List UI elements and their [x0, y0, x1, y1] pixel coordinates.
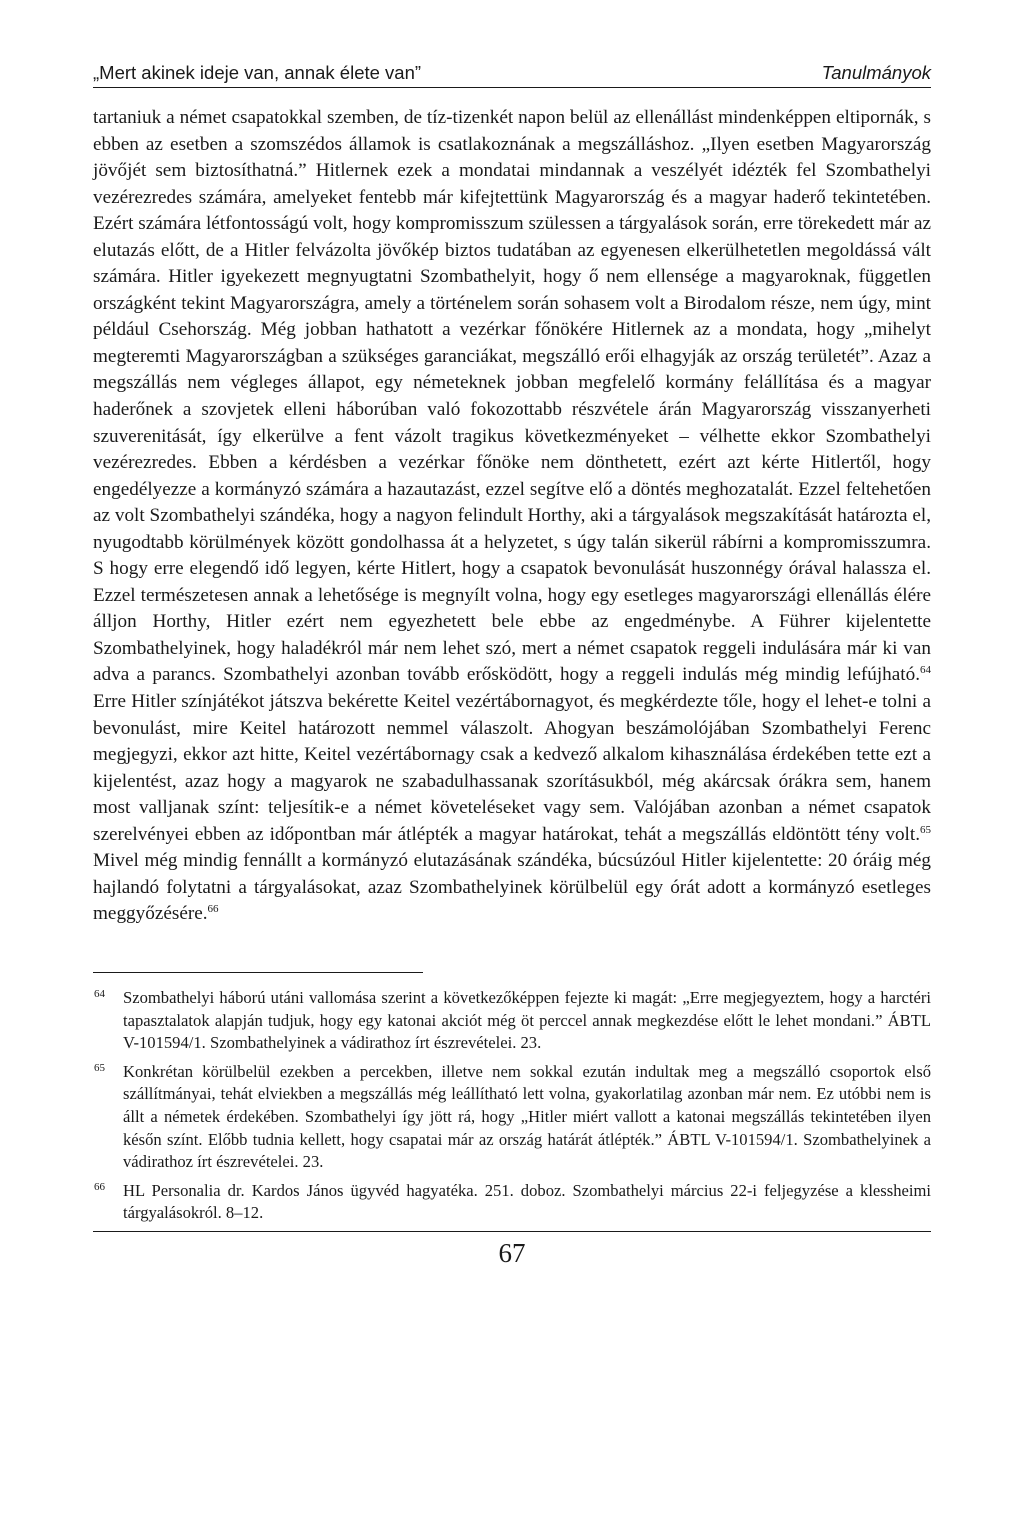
footnote-ref-64[interactable]: 64 — [920, 664, 931, 677]
footnote-number: 66 — [94, 1180, 105, 1193]
footnote-divider — [93, 972, 423, 973]
body-text-part-3: Mivel még mindig fennállt a kormányzó elutazásának szándéka, búcsúzóul Hitler kijelentette: 20 óráig még hajlandó folytatni a tárgyalásokat, azaz Szombathelyinek körülbelül egy órát adott a kormányzó esetleges meggyőzésére. — [93, 850, 931, 925]
body-text-part-2: Erre Hitler színjátékot játszva bekérette Keitel vezértábornagyot, és megkérdezte tőle, hogy el lehet-e tolni a bevonulást, mire Keitel határozott nemmel válaszolt. Ahogyan beszámolójában Szombathelyi Ferenc megjegyzi, ekkor azt hitte, Keitel vezértábornagy csak a kedvező alkalom kihasználása érdekében tette ezt a kijelentést, azaz hogy a magyarok ne szabadulhassanak szorításukból, még akárcsak órákra sem, hanem most valljanak színt: teljesítik-e a német követeléseket vagy sem. Valójában azonban a német csapatok szerelvényei ebben az időpontban már átlépték a magyar határokat, tehát a megszállás eldöntött tény volt. — [93, 691, 931, 845]
page-number: 67 — [498, 1237, 526, 1268]
footnote-ref-66[interactable]: 66 — [207, 903, 219, 916]
bottom-divider — [93, 1231, 931, 1232]
footnotes — [93, 987, 931, 1225]
footnote-64 — [93, 987, 931, 1055]
running-title: „Mert akinek ideje van, annak élete van” — [93, 62, 422, 83]
footnote-66 — [93, 1180, 931, 1225]
main-paragraph — [93, 105, 931, 928]
footnote-65 — [93, 1061, 931, 1174]
body-text-part-1: tartaniuk a német csapatokkal szemben, de tíz-tizenkét napon belül az ellenállást mindenképpen eltipornák, s ebben az esetben a szomszédos államok is csatlakoznának a megszálláshoz. „Ilyen esetben Magyarország jövőjét sem biztosíthatná.” Hitlernek ezek a mondatai mindannak a veszélyét idézték fel Szombathelyi vezérezredes számára, amelyeket fentebb már kifejtettünk Magyarország és a magyar haderő tekintetében. Ezért számára létfontosságú volt, hogy kompromisszum szülessen a tárgyalások során, erre törekedett már az elutazás előtt, de a Hitler felvázolta jövőkép biztos tudatában az egyenesen elkerülhetetlen megoldássá vált számára. Hitler igyekezett megnyugtatni Szombathelyit, hogy ő nem ellensége a magyaroknak, független országként tekint Magyarországra, amely a történelem során sohasem volt a Birodalom része, nem úgy, mint például Csehország. Még jobban hathatott a vezérkar főnökére Hitlernek az a mondata, hogy „mihelyt megteremti Magyarországban a szükséges garanciákat, megszálló erői elhagyják az ország területét”. Azaz a megszállás nem végleges állapot, egy németeknek jobban megfelelő kormány felállítása és a magyar haderőnek a szovjetek elleni háborúban való fokozottabb részvétele árán Magyarország visszanyerheti szuverenitását, így elkerülve a fent vázolt tragikus következményeket – vélhette ekkor Szombathelyi vezérezredes. Ebben a kérdésben a vezérkar főnöke nem dönthetett, ezért azt kérte Hitlertől, hogy engedélyezze a kormányzó számára a hazautazást, ezzel segítve elő a döntés meghozatalát. Ezzel feltehetően az volt Szombathelyi szándéka, hogy a nagyon felindult Horthy, aki a tárgyalások megszakítását határozta el, nyugodtabb körülmények között gondolhassa át a helyzetet, s úgy talán sikerül rábírni a kompromisszumra. S hogy erre elegendő idő legyen, kérte Hitlert, hogy a csapatok bevonulását huszonnégy órával halassza el. Ezzel természetesen annak a lehetősége is megnyílt volna, hogy egy esetleges magyarországi ellenállás élére álljon Horthy, Hitler ezért nem egyezhetett bele ebbe az engedménybe. A Führer kijelentette Szombathelyinek, hogy haladékról már nem lehet szó, mert a német csapatok reggeli indulására már ki van adva a parancs. Szombathelyi azonban tovább erősködött, hogy a reggeli indulás még mindig lefújható. — [93, 107, 931, 686]
paragraph — [93, 105, 931, 928]
section-label: Tanulmányok — [821, 62, 931, 83]
footnote-text: Konkrétan körülbelül ezekben a percekben, illetve nem sokkal ezután indultak meg a megszálló csoportok első szállítmányai, tehát elviekben a megszállás még leállítható lett volna, gyakorlatilag azonban már nem. Ez utóbbi nem is állt a németek érdekében. Szombathelyi így jött rá, hogy „Hitler miért vallott a katonai megszállás tekintetében ilyen későn színt. Előbb tudnia kellett, hogy csapatai már az ország határát átlépték.” ÁBTL V-101594/1. Szombathelyinek a vádirathoz írt észrevételei. 23. — [123, 1061, 931, 1172]
footnote-text: HL Personalia dr. Kardos János ügyvéd hagyatéka. 251. doboz. Szombathelyi március 22-i feljegyzése a klessheimi tárgyalásokról. 8–12. — [123, 1180, 931, 1223]
footnote-ref-65[interactable]: 65 — [920, 823, 931, 836]
footnote-text: Szombathelyi háború utáni vallomása szerint a következőképpen fejezte ki magát: „Erre megjegyeztem, hogy a harctéri tapasztalatok alapján tudjuk, hogy egy katonai akciót még öt perccel annak megkezdése előtt le lehet mondani.” ÁBTL V-101594/1. Szombathelyinek a vádirathoz írt észrevételei. 23. — [123, 987, 931, 1053]
footnote-number: 64 — [94, 987, 105, 1000]
footnote-number: 65 — [94, 1061, 105, 1074]
document-page — [93, 62, 931, 1269]
running-header — [93, 62, 931, 88]
